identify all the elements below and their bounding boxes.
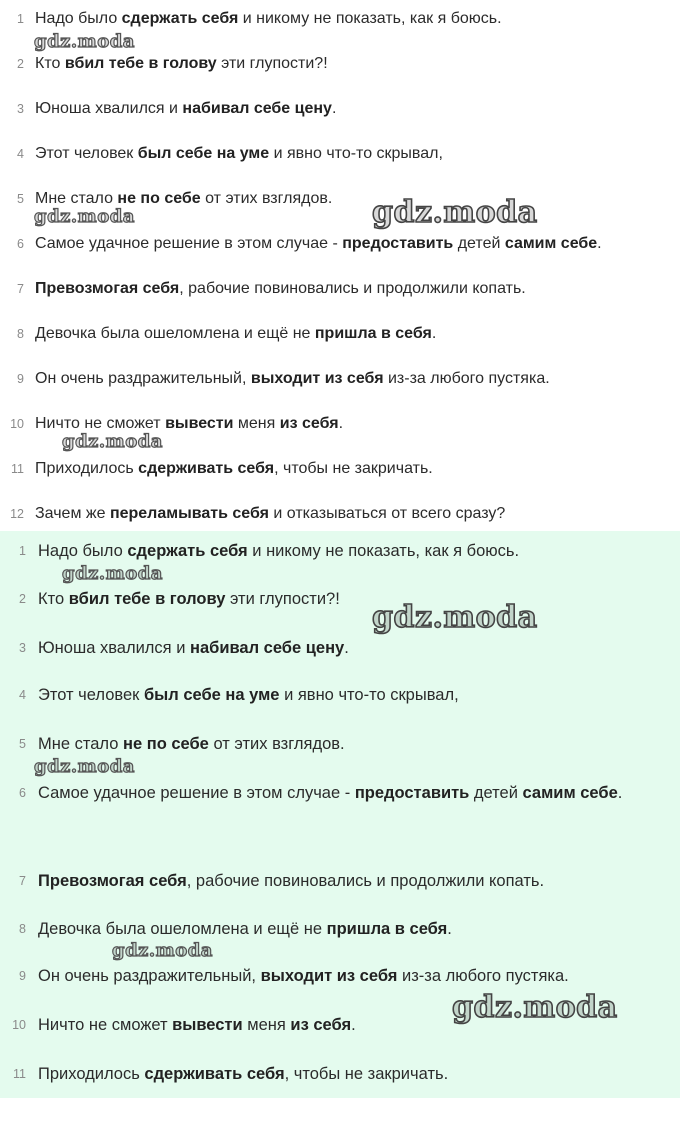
item-sentence: Мне стало не по себе от этих взглядов. <box>35 190 333 207</box>
item-sentence: Зачем же переламывать себя и отказываться от всего сразу? <box>35 505 506 522</box>
item-sentence: Мне стало не по себе от этих взглядов. <box>38 735 345 753</box>
item-number: 2 <box>17 57 24 71</box>
item-number: 5 <box>19 737 26 751</box>
item-sentence: Надо было сдержать себя и никому не показать, как я боюсь. <box>35 10 502 27</box>
item-number: 8 <box>19 922 26 936</box>
item-sentence: Ничто не сможет вывести меня из себя. <box>35 415 344 432</box>
item-number: 4 <box>17 147 24 161</box>
item-sentence: Ничто не сможет вывести меня из себя. <box>38 1016 356 1034</box>
item-number: 7 <box>19 874 26 888</box>
item-sentence: Этот человек был себе на уме и явно что-то скрывал, <box>38 686 459 704</box>
item-sentence: Он очень раздражительный, выходит из себя из-за любого пустяка. <box>38 967 569 985</box>
item-number: 8 <box>17 327 24 341</box>
sentence-list-green <box>0 531 680 1098</box>
item-number: 11 <box>11 462 24 476</box>
item-number: 2 <box>19 592 26 606</box>
item-sentence: Самое удачное решение в этом случае - предоставить детей самим себе. <box>38 784 623 802</box>
item-sentence: Девочка была ошеломлена и ещё не пришла в себя. <box>38 920 452 938</box>
item-number: 3 <box>17 102 24 116</box>
item-sentence: Кто вбил тебе в голову эти глупости?! <box>35 55 328 72</box>
item-sentence: Юноша хвалился и набивал себе цену. <box>38 639 349 657</box>
item-number: 12 <box>10 507 24 521</box>
item-sentence: Юноша хвалился и набивал себе цену. <box>35 100 337 117</box>
item-sentence: Приходилось сдерживать себя, чтобы не закричать. <box>38 1065 449 1083</box>
item-number: 1 <box>19 544 26 558</box>
item-number: 6 <box>17 237 24 251</box>
item-number: 9 <box>17 372 24 386</box>
item-sentence: Кто вбил тебе в голову эти глупости?! <box>38 590 340 608</box>
item-sentence: Он очень раздражительный, выходит из себя из-за любого пустяка. <box>35 370 550 387</box>
item-sentence: Этот человек был себе на уме и явно что-то скрывал, <box>35 145 443 162</box>
item-sentence: Превозмогая себя, рабочие повиновались и продолжили копать. <box>35 280 526 297</box>
item-sentence: Надо было сдержать себя и никому не показать, как я боюсь. <box>38 542 520 560</box>
item-number: 6 <box>19 786 26 800</box>
item-number: 9 <box>19 969 26 983</box>
item-number: 10 <box>10 417 24 431</box>
item-number: 7 <box>17 282 24 296</box>
item-number: 11 <box>13 1067 26 1081</box>
item-number: 3 <box>19 641 26 655</box>
item-number: 10 <box>12 1018 26 1032</box>
item-number: 5 <box>17 192 24 206</box>
item-sentence: Девочка была ошеломлена и ещё не пришла в себя. <box>35 325 437 342</box>
item-number: 4 <box>19 688 26 702</box>
item-sentence: Самое удачное решение в этом случае - предоставить детей самим себе. <box>35 235 602 252</box>
item-sentence: Превозмогая себя, рабочие повиновались и продолжили копать. <box>38 872 545 890</box>
item-number: 1 <box>17 12 24 26</box>
item-sentence: Приходилось сдерживать себя, чтобы не закричать. <box>35 460 433 477</box>
sentence-list-white <box>0 0 680 531</box>
